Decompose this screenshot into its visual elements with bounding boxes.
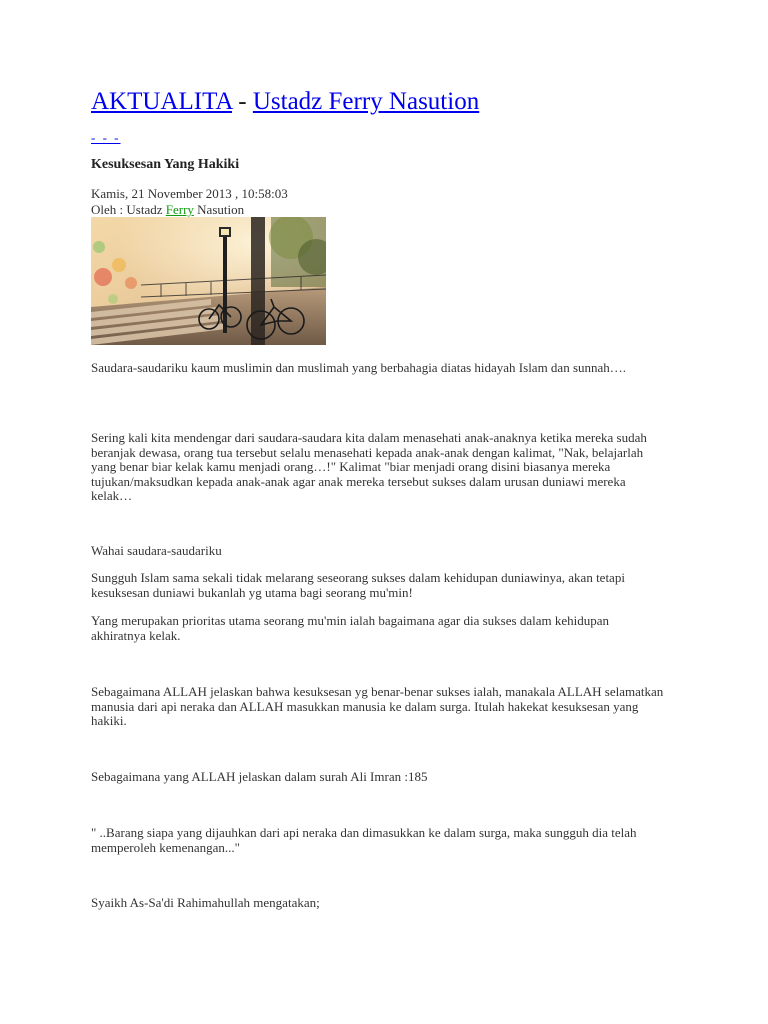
paragraph-7: Sebagaimana yang ALLAH jelaskan dalam surah Ali Imran :185 — [91, 769, 428, 784]
paragraph-9: Syaikh As-Sa'di Rahimahullah mengatakan; — [91, 895, 320, 910]
post-title: Kesuksesan Yang Hakiki — [91, 157, 240, 172]
post-date: Kamis, 21 November 2013 , 10:58:03 — [91, 186, 288, 201]
article-photo — [91, 217, 326, 345]
quote-paragraph: " ..Barang siapa yang dijauhkan dari api neraka dan dimasukkan ke dalam surga, maka sungguh dia telah memperoleh kemenangan..." — [91, 825, 637, 855]
paragraph-4: Sungguh Islam sama sekali tidak melarang seseorang sukses dalam kehidupan duniawinya, akan tetapi kesuksesan duniawi bukanlah yg utama bagi seorang mu'min! — [91, 570, 625, 600]
author-prefix: Oleh : Ustadz — [91, 202, 163, 217]
paragraph-6: Sebagaimana ALLAH jelaskan bahwa kesuksesan yg benar-benar sukses ialah, manakala ALLAH selamatkan manusia dari api neraka dan ALLAH masukkan manusia ke dalam surga. Itulah hakekat kesuksesan yang hakiki. — [91, 684, 664, 729]
title-separator: - — [238, 88, 247, 115]
author-header-link[interactable]: Ustadz Ferry Nasution — [252, 88, 480, 115]
section-link[interactable]: AKTUALITA — [91, 88, 233, 115]
paragraph-2: Sering kali kita mendengar dari saudara-saudara kita dalam menasehati anak-anaknya ketika mereka sudah beranjak dewasa, orang tua tersebut selalu menasehati kepada anak-anak dengan kalimat, "Nak, belajarlah yang benar biar kelak kamu menjadi orang…!" Kalimat "biar menjadi orang disini biasanya mereka tujukan/maksudkan kepada anak-anak agar anak mereka tersebut sukses dalam urusan duniawi mereka kelak… — [91, 430, 647, 504]
paragraph-3: Wahai saudara-saudariku — [91, 543, 222, 558]
dash-link[interactable]: - - - — [91, 130, 121, 145]
paragraph-1: Saudara-saudariku kaum muslimin dan muslimah yang berbahagia diatas hidayah Islam dan sunnah…. — [91, 360, 627, 375]
paragraph-5: Yang merupakan prioritas utama seorang mu'min ialah bagaimana agar dia sukses dalam kehidupan akhiratnya kelak. — [91, 613, 609, 643]
post-author — [91, 202, 244, 217]
author-name-link[interactable]: Ferry — [165, 202, 194, 217]
header-title — [91, 86, 479, 118]
author-suffix: Nasution — [197, 202, 245, 217]
